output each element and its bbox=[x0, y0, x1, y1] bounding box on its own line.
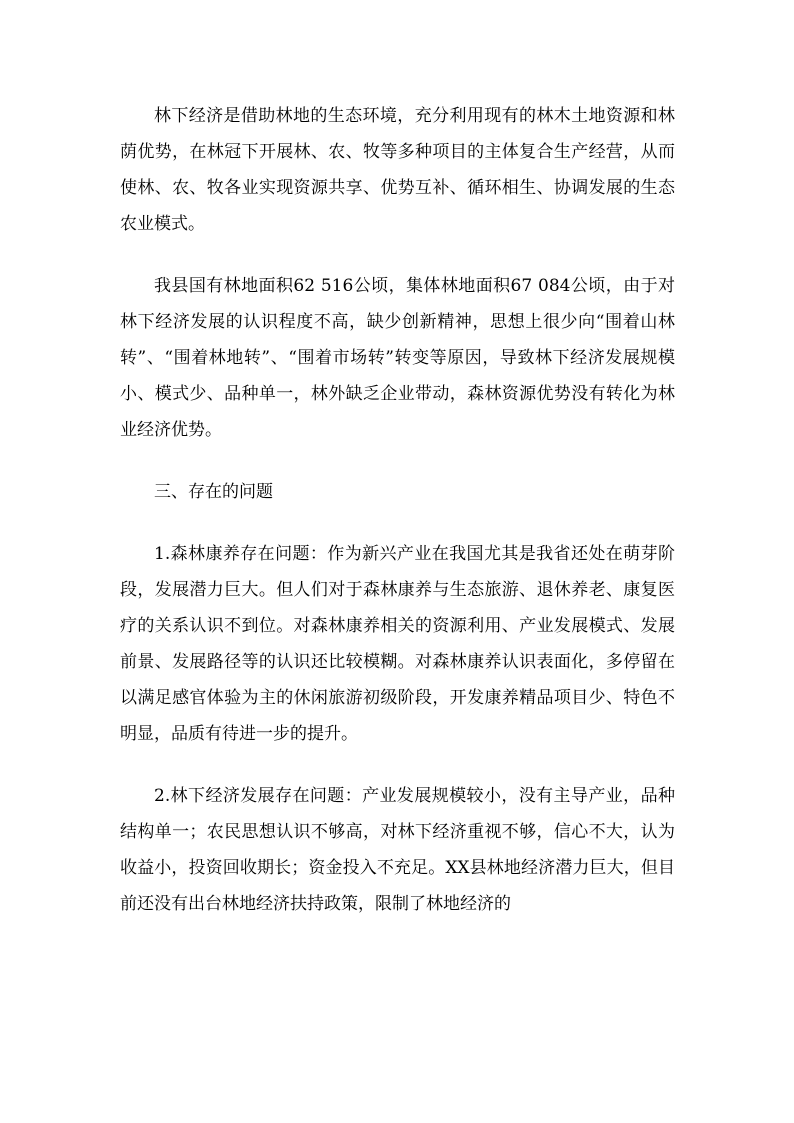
section-heading-problems: 三、存在的问题 bbox=[154, 482, 273, 502]
paragraph-problem-forest-economy: 2.林下经济发展存在问题：产业发展规模较小，没有主导产业，品种结构单一；农民思想认识不够高，对林下经济重视不够，信心不大，认为收益小，投资回收期长；资金投入不充足。XX县林地经济潜力巨大，但目前还没有出台林地经济扶持政策，限制了林地经济的 bbox=[120, 786, 675, 914]
paragraph-forest-economy-definition: 林下经济是借助林地的生态环境，充分利用现有的林木土地资源和林荫优势，在林冠下开展林、农、牧等多种项目的主体复合生产经营，从而使林、农、牧各业实现资源共享、优势互补、循环相生、协调发展的生态农业模式。 bbox=[120, 106, 675, 234]
document-page bbox=[120, 98, 675, 922]
paragraph-county-forest-land: 我县国有林地面积62 516公顷，集体林地面积67 084公顷，由于对林下经济发展的认识程度不高，缺少创新精神，思想上很少向“围着山林转”、“围着林地转”、“围着市场转”转变等原因，导致林下经济发展规模小、模式少、品种单一，林外缺乏企业带动，森林资源优势没有转化为林业经济优势。 bbox=[120, 276, 675, 440]
paragraph-gap bbox=[120, 752, 675, 778]
paragraph-gap bbox=[120, 448, 675, 474]
paragraph-gap bbox=[120, 242, 675, 268]
paragraph-gap bbox=[120, 510, 675, 536]
paragraph-problem-forest-wellness: 1.森林康养存在问题：作为新兴产业在我国尤其是我省还处在萌芽阶段，发展潜力巨大。但人们对于森林康养与生态旅游、退休养老、康复医疗的关系认识不到位。对森林康养相关的资源利用、产业发展模式、发展前景、发展路径等的认识还比较模糊。对森林康养认识表面化，多停留在以满足感官体验为主的休闲旅游初级阶段，开发康养精品项目少、特色不明显，品质有待进一步的提升。 bbox=[120, 544, 675, 744]
